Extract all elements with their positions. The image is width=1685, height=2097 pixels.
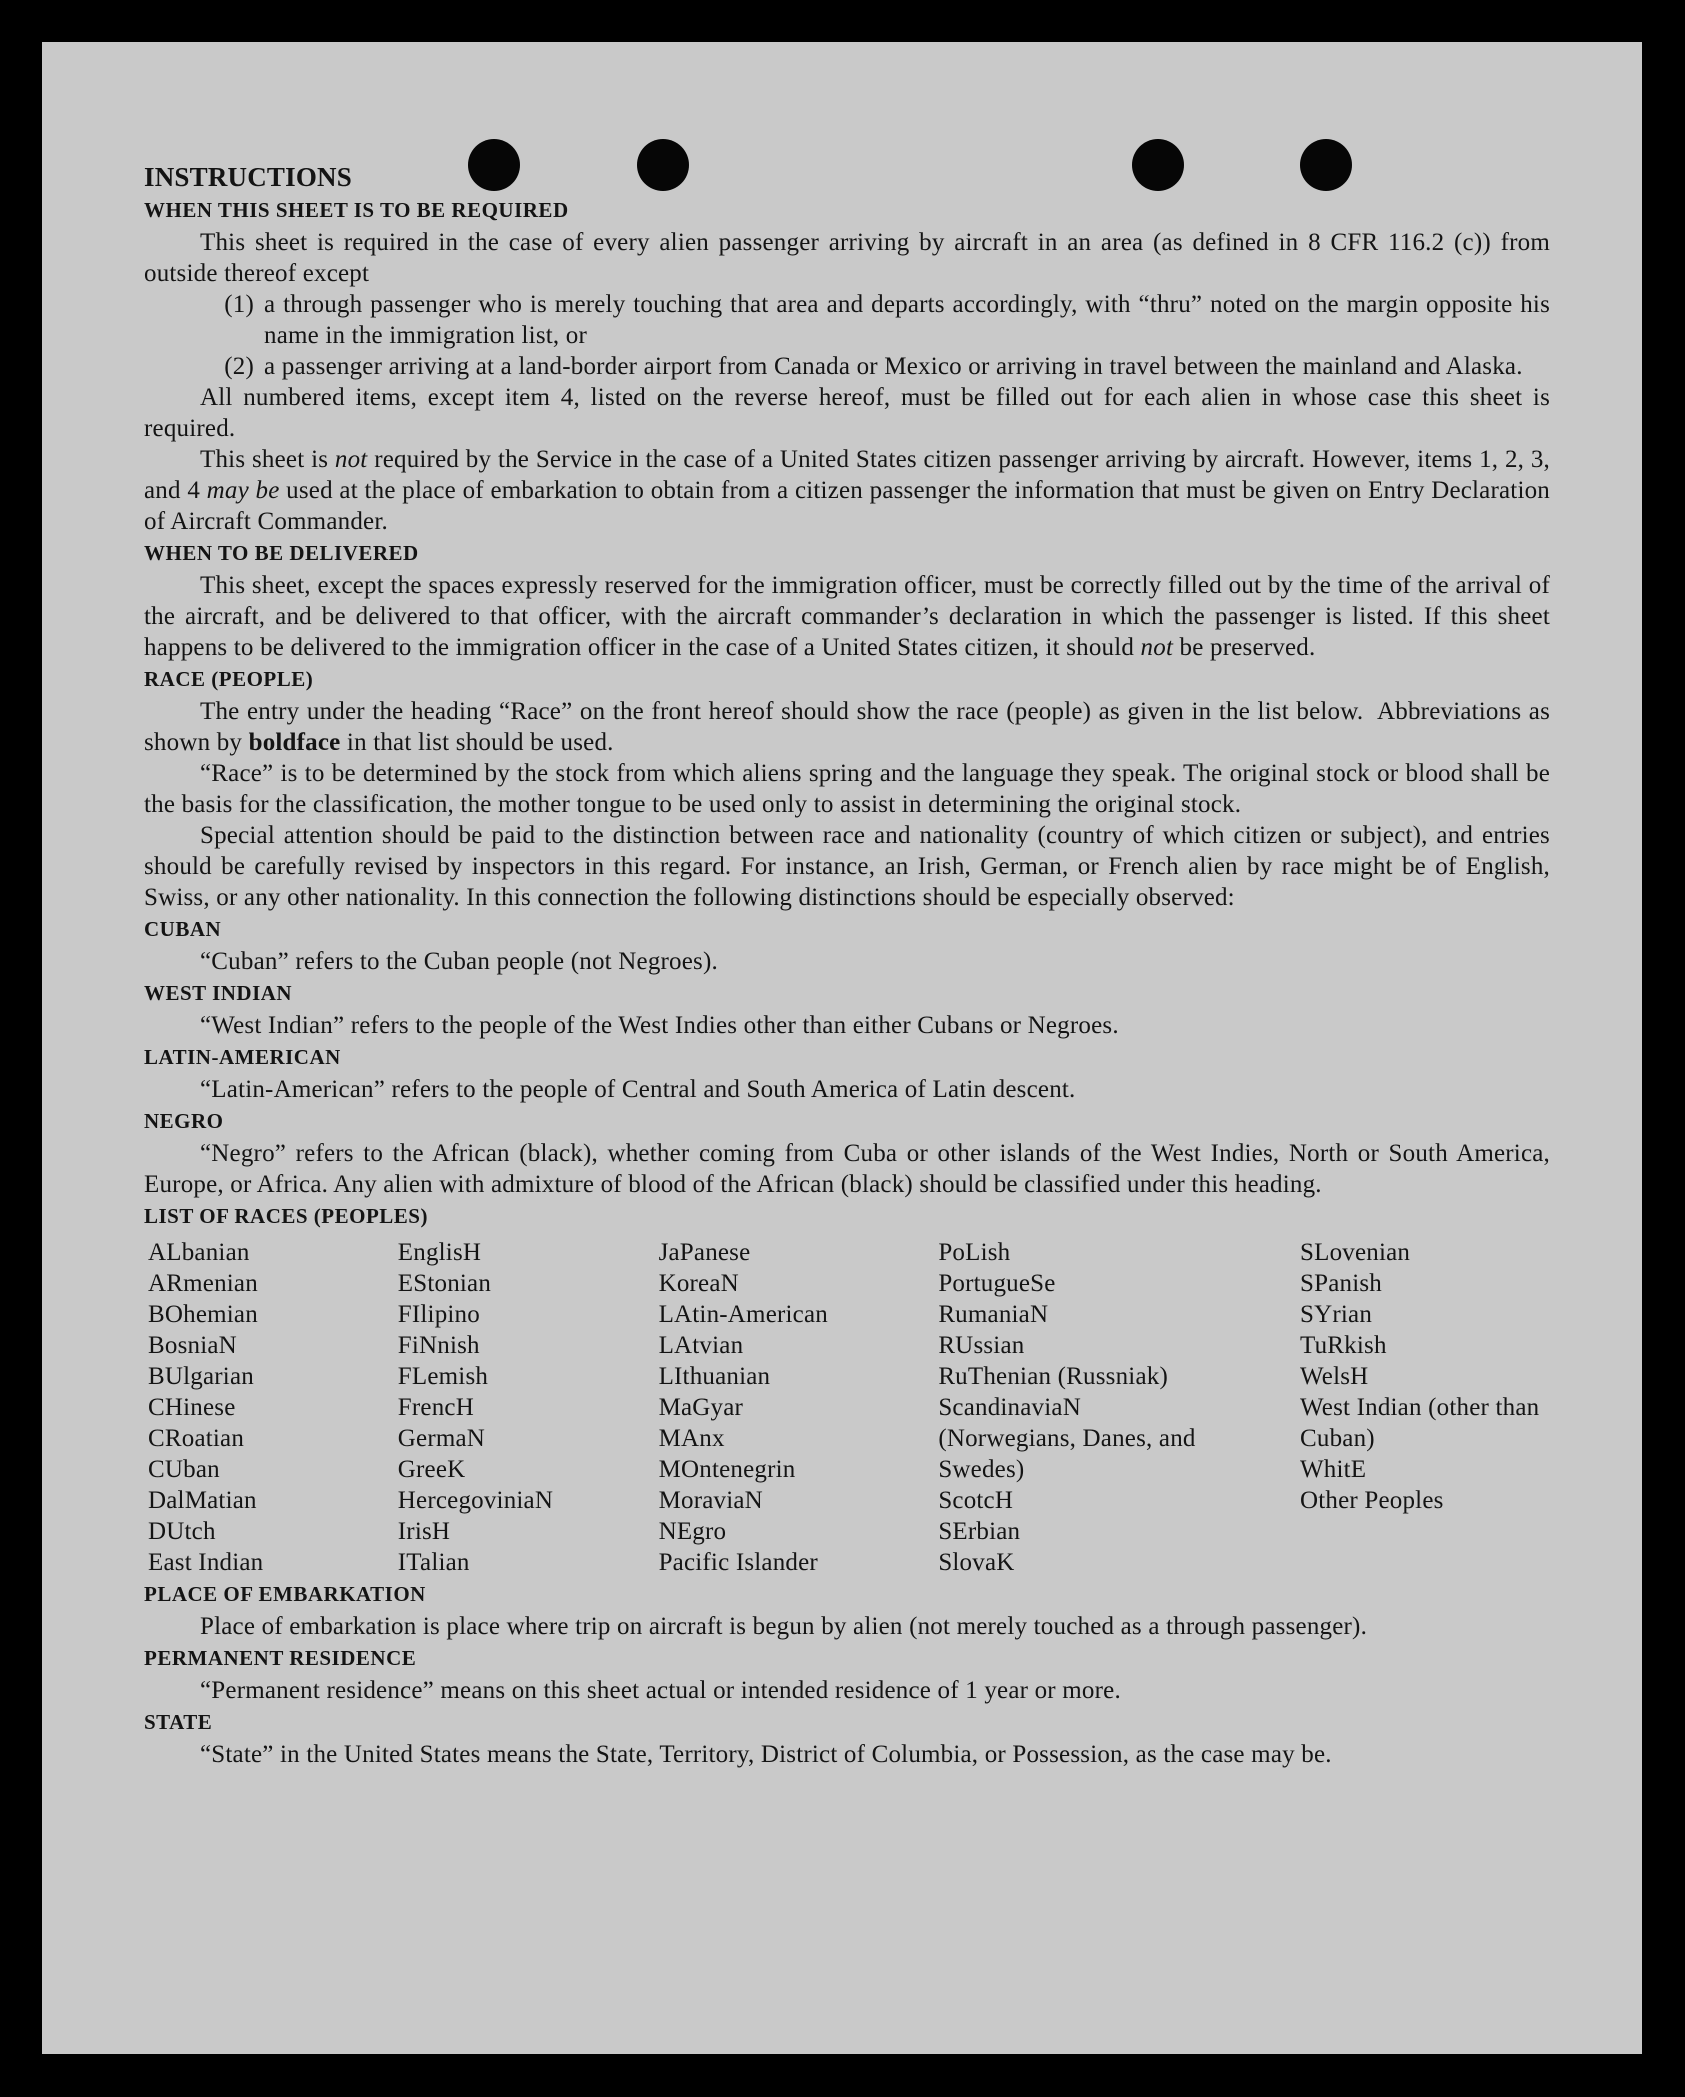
race-entry: LIthuanian — [658, 1363, 771, 1390]
race-entry: KoreaN — [658, 1270, 739, 1297]
race-column — [1300, 1237, 1550, 1578]
item-number: (2) — [224, 353, 254, 380]
section-heading: NEGRO — [144, 1109, 224, 1133]
race-entry: BUlgarian — [148, 1363, 254, 1390]
race-entry: FrencH — [397, 1394, 474, 1421]
section-heading: RACE (PEOPLE) — [144, 667, 314, 691]
section-heading: LIST OF RACES (PEOPLES) — [144, 1204, 428, 1228]
race-entry: CRoatian — [148, 1425, 245, 1452]
section-heading: WEST INDIAN — [144, 981, 293, 1005]
section-heading: PERMANENT RESIDENCE — [144, 1646, 417, 1670]
section-heading: WHEN TO BE DELIVERED — [144, 541, 419, 565]
race-entry: RumaniaN — [938, 1301, 1049, 1328]
page-title: INSTRUCTIONS — [144, 162, 352, 192]
paragraph: This sheet, except the spaces expressly reserved for the immigration officer, must be correctly filled out by the time of the arrival of the aircraft, and be delivered to that officer, with the aircraft commander’s declaration in which the passenger is listed. If this sheet happens to be delivered to the immigration officer in the case of a United States citizen, it should not be preserved. — [144, 572, 1550, 661]
section-heading: LATIN-AMERICAN — [144, 1045, 341, 1069]
paragraph: This sheet is not required by the Service in the case of a United States citizen passenger arriving by aircraft. However, items 1, 2, 3, and 4 may be used at the place of embarkation to obtain from a citizen passenger the information that must be given on Entry Declaration of Aircraft Commander. — [144, 446, 1550, 535]
document-page — [42, 42, 1642, 2054]
race-entry: FIlipino — [397, 1301, 480, 1328]
paragraph: Place of embarkation is place where trip on aircraft is begun by alien (not merely touched as a through passenger). — [200, 1613, 1368, 1640]
race-entry: East Indian — [148, 1549, 264, 1576]
race-entry: TuRkish — [1300, 1332, 1387, 1359]
race-entry: Pacific Islander — [658, 1549, 818, 1576]
race-entry: DalMatian — [148, 1487, 257, 1514]
paragraph: “Race” is to be determined by the stock from which aliens spring and the language they speak. The original stock or blood shall be the basis for the classification, the mother tongue to be used only to assist in determining the original stock. — [144, 760, 1550, 818]
race-entry: WhitE — [1300, 1456, 1367, 1483]
paragraph: This sheet is required in the case of every alien passenger arriving by aircraft in an area (as defined in 8 CFR 116.2 (c)) from outside thereof except — [144, 229, 1550, 287]
race-entry: JaPanese — [658, 1239, 751, 1266]
race-list — [148, 1237, 1550, 1578]
paragraph: All numbered items, except item 4, listed on the reverse hereof, must be filled out for each alien in whose case this sheet is required. — [144, 384, 1550, 442]
section-heading: PLACE OF EMBARKATION — [144, 1582, 426, 1606]
race-entry: SlovaK — [938, 1549, 1015, 1576]
race-entry: SPanish — [1300, 1270, 1382, 1297]
race-entry: ALbanian — [148, 1239, 250, 1266]
race-column — [659, 1237, 939, 1578]
paragraph: “West Indian” refers to the people of the West Indies other than either Cubans or Negroes. — [200, 1012, 1119, 1039]
section-heading: WHEN THIS SHEET IS TO BE REQUIRED — [144, 198, 569, 222]
race-entry: CUban — [148, 1456, 220, 1483]
race-entry: RuThenian (Russniak) — [938, 1363, 1168, 1390]
paragraph: Special attention should be paid to the distinction between race and nationality (country of which citizen or subject), and entries should be carefully revised by inspectors in this regard. For instance, an Irish, German, or French alien by race might be of English, Swiss, or any other nationality. In this connection the following distinctions should be especially observed: — [144, 822, 1550, 911]
race-entry: LAtvian — [658, 1332, 744, 1359]
race-entry: SYrian — [1300, 1301, 1373, 1328]
race-entry: SLovenian — [1300, 1239, 1411, 1266]
item-text: a through passenger who is merely touching that area and departs accordingly, with “thru” noted on the margin opposite his name in the immigration list, or — [264, 291, 1550, 349]
race-entry: LAtin-American — [658, 1301, 828, 1328]
race-entry: ARmenian — [148, 1270, 258, 1297]
paragraph: The entry under the heading “Race” on the front hereof should show the race (people) as given in the list below. Abbreviations as shown by boldface in that list should be used. — [144, 698, 1550, 756]
race-entry: WelsH — [1300, 1363, 1369, 1390]
item-number: (1) — [224, 291, 254, 318]
race-entry: BosniaN — [148, 1332, 237, 1359]
race-entry: PoLish — [938, 1239, 1011, 1266]
paragraph: “Negro” refers to the African (black), whether coming from Cuba or other islands of the West Indies, North or South America, Europe, or Africa. Any alien with admixture of blood of the African (black) should be classified under this heading. — [144, 1140, 1550, 1198]
race-entry: FLemish — [397, 1363, 489, 1390]
section-heading: CUBAN — [144, 917, 222, 941]
race-entry: MOntenegrin — [658, 1456, 796, 1483]
section-heading: STATE — [144, 1710, 213, 1734]
race-entry: West Indian (other than Cuban) — [1300, 1394, 1540, 1452]
race-entry: SErbian — [938, 1518, 1021, 1545]
item-text: a passenger arriving at a land-border airport from Canada or Mexico or arriving in travel between the mainland and Alaska. — [264, 353, 1523, 380]
race-entry: EStonian — [397, 1270, 492, 1297]
paragraph: “Permanent residence” means on this sheet actual or intended residence of 1 year or more. — [200, 1677, 1121, 1704]
exception-item — [144, 351, 1550, 382]
paragraph: “Latin-American” refers to the people of Central and South America of Latin descent. — [200, 1076, 1076, 1103]
race-entry: RUssian — [938, 1332, 1025, 1359]
race-entry: Other Peoples — [1300, 1487, 1444, 1514]
race-entry: ITalian — [397, 1549, 470, 1576]
race-entry: MaGyar — [658, 1394, 744, 1421]
race-entry: GermaN — [397, 1425, 486, 1452]
race-entry: BOhemian — [148, 1301, 258, 1328]
race-entry: FiNnish — [397, 1332, 480, 1359]
paragraph: “Cuban” refers to the Cuban people (not Negroes). — [200, 948, 718, 975]
exception-item — [144, 289, 1550, 351]
race-entry: IrisH — [397, 1518, 451, 1545]
race-entry: ScotcH — [938, 1487, 1014, 1514]
race-entry: NEgro — [658, 1518, 727, 1545]
race-entry: PortugueSe — [938, 1270, 1056, 1297]
race-entry: ScandinaviaN (Norwegians, Danes, and Swedes) — [938, 1394, 1196, 1483]
paragraph: “State” in the United States means the State, Territory, District of Columbia, or Possession, as the case may be. — [200, 1741, 1332, 1768]
race-column — [148, 1237, 398, 1578]
race-entry: MAnx — [658, 1425, 725, 1452]
race-entry: EnglisH — [397, 1239, 482, 1266]
race-entry: DUtch — [148, 1518, 216, 1545]
race-column — [398, 1237, 659, 1578]
race-entry: CHinese — [148, 1394, 236, 1421]
instructions-body — [144, 160, 1550, 1770]
race-entry: GreeK — [397, 1456, 466, 1483]
race-entry: MoraviaN — [658, 1487, 763, 1514]
race-column — [938, 1237, 1300, 1578]
race-entry: HercegoviniaN — [397, 1487, 554, 1514]
